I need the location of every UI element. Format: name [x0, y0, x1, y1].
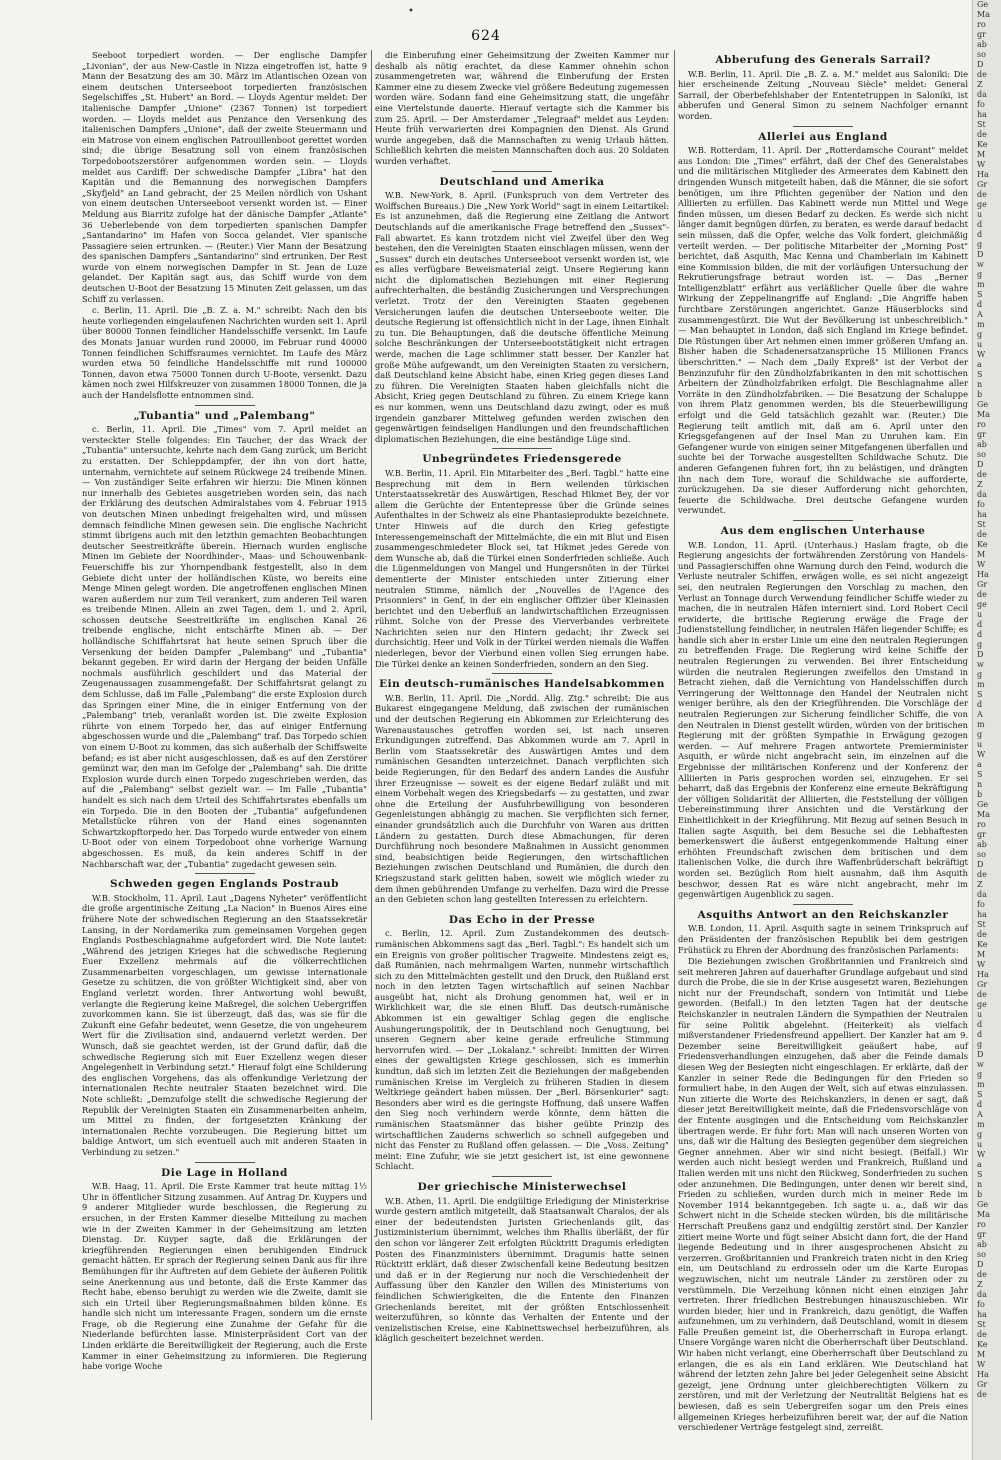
adjacent-page-fragment: St: [977, 520, 986, 529]
adjacent-page-fragment: St: [977, 920, 986, 929]
adjacent-page-fragment: da: [977, 890, 987, 899]
adjacent-page-fragment: ab: [977, 1240, 987, 1249]
adjacent-page-fragment: g: [977, 240, 983, 249]
adjacent-page-fragment: so: [977, 850, 986, 859]
article-paragraph: c. Berlin, 11. April. Die „Times" vom 7. April meldet an versteckter Stelle folgendes: Ein Taucher, der das Wrack der „Tubantia" untersuchte, kehrte nach dem Gang zurück, um Bericht zu erstatten. Der Schleppdampfer, der ihn von dort hatte, unternahm, vernichtete auf seinem Rückwege 24 treibende Minen. — Von zuständiger Seite erfahren wir hierzu: Die Minen können nur innerhalb des Gebietes ausgetrieben worden sein, das nach der Erklärung des deutschen Admiralstabes vom 4. Februar 1915 von deutschen Minen unbedingt freigehalten wird, und müssen demnach feindliche Minen gewesen sein. Die englische Nachricht stimmt übrigens auch mit den letzthin gemachten Beobachtungen deutscher Seestreitkräfte überein. Hiernach wurden englische Minen im Gebiete der Noordhinder-, Maas- und Schouwenbank-Feuerschiffe bis zur Yhornpendbank festgestellt, also in dem Gebiete dicht unter der holländischen Küste, wo bereits eine Menge Minen gelegt worden. Die angetroffenen englischen Minen waren außerdem nur zum Teil verankert, zum anderen Teil waren es treibende Minen. Allein an zwei Tagen, dem 1. und 2. April, schossen deutsche Seestreitkräfte im englischen Kanal 26 treibende englische, nicht entschärfte Minen ab. — Der holländische Schiffahrtsrat hat heute seinen Spruch über die Versenkung der beiden Dampfer „Palembang" und „Tubantia" bekannt gegeben. Er wird darin der Hergang der beiden Unfälle nochmals ausführlich geschildert und das Material der Zeugenaussagen zusammengefaßt. Der Schiffahrtsrat gelangt zu dem Schlusse, daß im Falle „Palembang" die erste Explosion durch das Springen einer Mine, die in einiger Entfernung von der „Palembang" trieb, veranlaßt worden ist. Die zweite Explosion rührte von einem Torpedo her, das auf einiger Entfernung abgeschossen wurde und die „Palembang" traf. Das Torpedo schien von einem U-Boot zu kommen, das sich außerhalb der Schiffsweite befand; es ist aber nicht ausgeschlossen, daß es auf den Zerstörer gemünzt war, den man im Gefolge der „Palembang" sah. Die dritte Explosion wurde durch einen Torpedo zugeschrieben werden, das auf die „Palembang" selbst gezielt war. — Im Falle „Tubantia" handelt es sich nach dem Urteil des Schiffahrtsrates ebenfalls um ein Torpedo. Die in den Booten der „Tubantia" aufgefundenen Metallstücke rühren von der Hand eines sogenannten Schwartzkopftorpedo her. Das Torpedo wurde entweder von einem U-Boot oder von einem Torpedoboot ohne vorherige Warnung abgeschossen. Es muß, da kein anderes Schiff in der Nachbarschaft war, der „Tubantia" zugedacht gewesen sein.: [82, 424, 367, 869]
adjacent-page-fragment: S: [977, 1170, 983, 1179]
headline-schweden: Schweden gegen Englands Postraub: [110, 878, 339, 891]
adjacent-page-fragment: D: [977, 860, 984, 869]
adjacent-page-fragment: Z: [977, 1280, 983, 1289]
adjacent-page-fragment: D: [977, 650, 984, 659]
headline-unterhaus: Aus dem englischen Unterhause: [720, 524, 926, 537]
adjacent-page-fragment: S: [977, 690, 983, 699]
adjacent-page-fragment: ge: [977, 600, 987, 609]
adjacent-page-fragment: de: [977, 930, 987, 939]
adjacent-page-fragment: S: [977, 290, 983, 299]
adjacent-page-fragment: a: [977, 360, 982, 369]
adjacent-page-fragment: g: [977, 1070, 983, 1079]
adjacent-page-fragment: Ge: [977, 800, 989, 809]
adjacent-page-fragment: ro: [977, 820, 986, 829]
adjacent-page-fragment: de: [977, 990, 987, 999]
adjacent-page-fragment: w: [977, 260, 984, 269]
adjacent-page-fragment: w: [977, 660, 984, 669]
adjacent-page-fragment: W: [977, 160, 986, 169]
adjacent-page-fragment: da: [977, 1290, 987, 1299]
adjacent-page-fragment: ha: [977, 1310, 987, 1319]
headline-asquith: Asquiths Antwort an den Reichskanzler: [697, 908, 949, 921]
adjacent-page-fragment: Ha: [977, 1370, 989, 1379]
adjacent-page-fragment: S: [977, 1090, 983, 1099]
adjacent-page-fragment: de: [977, 190, 987, 199]
adjacent-page-fragment: Ha: [977, 570, 989, 579]
adjacent-page-fragment: W: [977, 1360, 986, 1369]
adjacent-page-fragment: d: [977, 700, 983, 709]
adjacent-page-fragment: Gr: [977, 1380, 988, 1389]
adjacent-page-fragment: S: [977, 770, 983, 779]
adjacent-page-fragment: Ge: [977, 400, 989, 409]
article-paragraph: c. Berlin, 11. April. Die „B. Z. a. M." schreibt: Nach den bis heute vorliegenden eingelaufenen Nachrichten wurden seit 1. April über 80000 Tonnen feindlicher Handelsschiffe versenkt. Im Laufe des Monats Januar wurden rund 20000, im Februar rund 40000 Tonnen feindlichen Schiffsraumes vernichtet. Im Laufe des März wurden etwa 50 feindliche Handelsschiffe mit rund 100000 Tonnen, davon etwa 75000 Tonnen durch U-Boote, versenkt. Dazu kämen noch zwei Hilfskreuzer von zusammen 18000 Tonnen, die ja auch der Handelsflotte entnommen sind.: [82, 305, 367, 400]
article-separator: [793, 904, 853, 905]
adjacent-page-fragment: de: [977, 590, 987, 599]
adjacent-page-fragment: ge: [977, 1000, 987, 1009]
adjacent-page-fragment: ro: [977, 1220, 986, 1229]
article-paragraph: die Einberufung einer Geheimsitzung der Zweiten Kammer nur deshalb als nötig erachtet, da diese Kammer ohnehin schon zusammengetreten war, während die Einberufung der Ersten Kammer eine zu diesem Zwecke viel größere Bedeutung zugemessen worden wäre. Sodann fand eine Geheimsitzung statt, die ungefähr eine Viertelstunde dauerte. Hierauf vertagte sich die Kammer bis zum 25. April. — Der Amsterdamer „Telegraaf" meldet aus Leyden: Heute früh verwarierten drei Kompagnien den Dienst. Als Grund wurde angegeben, daß die Mannschaften zu wenig Urlaub hätten. Schließlich kehrten die meisten Mannschaften doch aus. 20 Soldaten wurden verhaftet.: [375, 50, 669, 166]
adjacent-page-fragment: da: [977, 90, 987, 99]
adjacent-page-fragment: gr: [977, 430, 986, 439]
adjacent-page-fragment: M: [977, 150, 986, 159]
article-separator: [793, 126, 853, 127]
adjacent-page-fragment: Ma: [977, 10, 990, 19]
adjacent-page-fragment: de: [977, 470, 987, 479]
adjacent-page-fragment: Ke: [977, 140, 988, 149]
headline-handelsabkommen: Ein deutsch-rumänisches Handelsabkommen: [379, 678, 665, 691]
adjacent-page-fragment: so: [977, 50, 986, 59]
adjacent-page-fragment: u: [977, 340, 983, 349]
adjacent-page-fragment: ab: [977, 440, 987, 449]
column-2: [375, 50, 669, 1420]
adjacent-page-fragment: Ha: [977, 170, 989, 179]
adjacent-page-fragment: gr: [977, 1230, 986, 1239]
adjacent-page-fragment: Ha: [977, 970, 989, 979]
headline-griechisch: Der griechische Ministerwechsel: [417, 1180, 627, 1193]
adjacent-page-fragment: Ma: [977, 810, 990, 819]
adjacent-page-fragment: W: [977, 350, 986, 359]
adjacent-page-fragment: Ge: [977, 0, 989, 9]
headline-sarrail: Abberufung des Generals Sarrail?: [715, 54, 931, 66]
adjacent-page-fragment: D: [977, 1260, 984, 1269]
article-separator: [492, 171, 552, 172]
page-top-mark: •: [408, 6, 414, 17]
adjacent-page-fragment: de: [977, 870, 987, 879]
adjacent-page-fragment: St: [977, 120, 986, 129]
article-separator: [492, 909, 552, 910]
adjacent-page-fragment: S: [977, 370, 983, 379]
adjacent-page-fragment: m: [977, 1080, 985, 1089]
adjacent-page-fragment: m: [977, 320, 985, 329]
article-separator: [195, 873, 255, 874]
adjacent-page-fragment: g: [977, 1130, 983, 1139]
article-paragraph: Die Beziehungen zwischen Großbritannien und Frankreich sind seit mehreren Jahren auf dauerhafter Grundlage aufgebaut und sind durch die Probe, die sie in der Krise ausgesetzt waren, Beziehungen nicht nur der Freundschaft, sondern von Intimität und Liebe geworden. (Beifall.) In den letzten Tagen hat der deutsche Reichskanzler in neutralen Ländern die Sympathien der Neutralen für seine Politik abgelehnt. (Heiterkeit) als vielfach mißverstandener Friedensfreund appelliert. Der Kanzler hat am 9. Dezember seine Bereitwilligkeit geäußert habe, auf Friedensverhandlungen einzugehen, daß aber die Feinde damals diesen Weg der Besiegten nicht eingeschlagen. Er erklärte, daß der Kanzler in seiner Rede die Bedingungen für den Frieden so formuliert habe, in den Augen der Welt, sich auf etwas einzulassen. Nun zitierte die Worte des Reichskanzlers, in denen er sagt, daß dieser jetzt Bereitwilligkeit meinte, daß die Friedensvorschläge von der Entente ausgingen und die Entscheidung vom Reichskanzler übertragen werde. Er fuhr fort: Man will nach unseren Worten von uns, daß wir die Haltung des Besiegten gegenüber dem siegreichen Gegner annehmen. Aber wir sind nicht besiegt. (Beifall.) Wir werden auch nicht besiegt werden und Frankreich, Rußland und Italien werden mit uns nicht den Rückweg, Sonderfrieden zu suchen oder anzunehmen. Die Bedingungen, unter denen wir bereit sind, Frieden zu schließen, wurden durch mich in meiner Rede im November 1914 bekanntgegeben. Ich sagte u. a., daß wir das Schwert nicht in die Scheide stecken würden, bis die militärische Herrschaft Preußens ganz und endgültig zerstört sind. Der Kanzler zitiert meine Worte und fügt seiner Absicht dann fort, die der Hand liegende Bedeutung und in ihrer ausgesprochenen Absicht zu verzerren. Großbritannien und Frankreich traten nicht in den Krieg ein, um Deutschland zu erdrosseln oder um die Karte Europas wegzuwischen, nicht um neutrale Länder zu zerstören oder zu verstümmeln. Die Verzeihung können nicht einen einzigen Jahr vertreten. Ihrer friedlichen Bestrebungen hinauszuschieben. Wir wurden bieder, hier und in Frankreich, dazu genötigt, die Waffen aufzunehmen, um zu verhindern, daß Deutschland, womit in diesem Falle Preußen gemeint ist, die Oberherrschaft in Europa erlangt. Unsere Vorgänge waren nicht die Oberherrschaft über Deutschland. Wir haben nicht verlangt, eine Oberherrschaft über Deutschland zu erlangen, die es als ein Land erklären. Wie Deutschland hat während der letzten zehn Jahre bei jeder Gelegenheit seine Absicht gezeigt, jene Ordnung unter gleichberechtigten Völkern zu zerstören, und mit der Verletzung der Neutralität Belgiens hat es bewiesen, daß es sein Uebergreifen sogar um den Preis eines allgemeinen Krieges herbeizuführen bereit war, der auf die Nation verschiedener Verträge festgelegt sind, zerreißt.: [678, 956, 968, 1433]
adjacent-page-fragment: u: [977, 1140, 983, 1149]
adjacent-page-fragment: de: [977, 1390, 987, 1399]
adjacent-page-fragment: u: [977, 1010, 983, 1019]
article-paragraph: W.B. London, 11. April. (Unterhaus.) Haslam fragte, ob die Regierung angesichts der fortwährenden Zerstörung von Handels- und Passagierschiffen ohne Warnung durch den Feind, wodurch die Verluste neutraler Schiffen, erwägen wolle, es sei nicht angezeigt sei, den neutralen Regierungen den Vorschlag zu machen, den Verlust an Tonnage durch Verwendung feindlicher Schiffe wieder zu machen, die in neutralen Häfen interniert sind. Lord Robert Cecil erwiderte, die britische Regierung erwäge die Frage der Judienststellung feindlicher, in neutralen Häfen liegender Schiffe; es handle sich aber in erster Linie um eine den neutralen Regierungen zu betreffenden Frage. Die Regierung wird keine Schiffe der neutralen Regierungen zu verwenden. Bei ihrer Entscheidung würden die neutralen Regierungen zweifellos den Umstand in Betracht ziehen, daß die Vernichtung von Handelsschiffen durch Verringerung der Welttonnage den Handel der Neutralen nicht weniger berühre, als den der Kriegführenden. Die Vorschläge der neutralen Regierungen zur Sicherung feindlicher Schiffe, die von den Neutralen in Dienst gestellt würden, würden von der britischen Regierung mit der größten Sympathie in Erwägung gezogen werden. — Auf mehrere Fragen antwortete Premierminister Asquith, er würde nicht angebracht sein, im einzelnen auf die Ergebnisse der militärischen Konferenz und der Konferenz der Alliierten in Paris gesprochen worden sei, einzugehen. Er sei beharrt, daß das Ergebnis der Konferenz eine erneute Bekräftigung der völligen Solidarität der Alliierten, die Feststellung der völligen Uebereinstimmung ihrer Ansichten und die Verstärkung der Einheitlichkeit in der Kriegführung. Mit Bezug auf seinen Besuch in Italien sagte Asquith, bei dem Besuche sei die Lebhaftesten bemerkenswert die äußerst entgegenkommende Haltung einer erhöhten Freundschaft zwischen dem britischen und dem italienischen Volke, die durch ihre Waffenbrüderschaft bekräftigt worden sei. Bezüglich Rom hielt ausnahm, daß ihm Asquith beschwor, dessen Rat es wäre nicht angebracht, mehr im gegenwärtigen Augenblick zu sagen.: [678, 539, 968, 900]
adjacent-page-fragment: d: [977, 230, 983, 239]
adjacent-page-fragment: D: [977, 1050, 984, 1059]
adjacent-page-fragment: b: [977, 390, 983, 399]
adjacent-page-fragment: M: [977, 950, 986, 959]
article-separator: [492, 673, 552, 674]
adjacent-page-fragment: Z: [977, 480, 983, 489]
adjacent-page-fragment: g: [977, 330, 983, 339]
adjacent-page-fragment: Gr: [977, 180, 988, 189]
article-separator: [793, 520, 853, 521]
adjacent-page-fragment: de: [977, 1330, 987, 1339]
adjacent-page-fragment: u: [977, 210, 983, 219]
adjacent-page-fragment: ab: [977, 840, 987, 849]
adjacent-page-fragment: u: [977, 610, 983, 619]
adjacent-page-fragment: M: [977, 550, 986, 559]
adjacent-page-fragment: m: [977, 1120, 985, 1129]
adjacent-page-fragment: a: [977, 1160, 982, 1169]
adjacent-page-fragment: fo: [977, 100, 985, 109]
adjacent-page-fragment: u: [977, 740, 983, 749]
headline-tubantia: „Tubantia" und „Palembang": [133, 409, 316, 422]
adjacent-page-fragment: M: [977, 1350, 986, 1359]
adjacent-page-fragment: A: [977, 710, 983, 719]
adjacent-page-fragment: de: [977, 70, 987, 79]
adjacent-page-fragment: g: [977, 670, 983, 679]
adjacent-page-fragment: b: [977, 790, 983, 799]
column-3: [678, 50, 968, 1433]
adjacent-page-fragment: Ma: [977, 1210, 990, 1219]
article-separator: [195, 1162, 255, 1163]
adjacent-page-fragment: ha: [977, 510, 987, 519]
adjacent-page-fragment: Gr: [977, 580, 988, 589]
adjacent-page-fragment: D: [977, 250, 984, 259]
adjacent-page-fragment: g: [977, 730, 983, 739]
adjacent-page-fragment: g: [977, 270, 983, 279]
article-paragraph: W.B. Stockholm, 11. April. Laut „Dagens Nyheter" veröffentlicht die große argentinische Zeitung „La Nacion" in Buenos Aires eine frühere Note der schwedischen Regierung an den Staatssekretär Lansing, in der Nordamerika zum gemeinsamen Vorgehen gegen Englands Postbeschlagnahme aufgefordert wird. Die Note lautet: „Während des jetzigen Krieges hat die schwedische Regierung Euer Exzellenz mehrmals auf die völkerrechtlichen Zusammenarbeiten vorgeschlagen, um gewisse internationale Gesetze zu schützen, die von größter Wichtigkeit sind, aber von England verletzt worden. Ihrer Antwortung wohl bewußt, verlangte die Regierung keine Maßregel, die solchen Uebergriffen zuvorkommen kann. Sie ist überzeugt, daß das, was sie für die Zukunft eine Gefahr bedeutet, wenn Gesetze, die von ungeheurem Wert für die Zivilisation sind, andauernd verletzt werden. Der Wunsch, daß sie geachtet werden, ist der Grund dafür, daß die schwedische Regierung sich mit Euer Exzellenz wegen dieser Angelegenheit in Verbindung setzt." Hierauf folgt eine Schilderung des englischen Vorgehens, das als offenkundige Verletzung der internationalen Rechte neutraler Staaten bezeichnet wird. Die Note schließt: „Demzufolge stellt die schwedische Regierung der Republik der Vereinigten Staaten ein Zusammenarbeiten anheim, um Mittel zu finden, der fortgesetzten Kränkung der internationalen Rechte vorzubeugen. Die Regierung bittet um baldige Antwort, um sich eventuell auch mit anderen Staaten in Verbindung zu setzen.": [82, 892, 367, 1157]
adjacent-page-fragment: d: [977, 620, 983, 629]
headline-frieden: Unbegründetes Friedensgerede: [422, 453, 622, 466]
adjacent-page-fragment: m: [977, 680, 985, 689]
adjacent-page-fragment: n: [977, 380, 983, 389]
article-separator: [195, 405, 255, 406]
adjacent-page-fragment: St: [977, 1320, 986, 1329]
headline-echo: Das Echo in der Presse: [448, 913, 596, 926]
adjacent-page-fragment: A: [977, 1110, 983, 1119]
adjacent-page-fragment: gr: [977, 30, 986, 39]
adjacent-page-fragment: W: [977, 1150, 986, 1159]
adjacent-page-fragment: Ma: [977, 410, 990, 419]
adjacent-page-fragment: Gr: [977, 980, 988, 989]
article-paragraph: Seeboot torpediert worden. — Der englische Dampfer „Livonian", der aus New-Castle in Nizza eingetroffen ist, hatte 9 Mann der Besatzung des am 30. März im Atlantischen Ozean von einem deutschen Unterseeboot torpedierten französischen Segelschiffes „St. Hubert" an Bord. — Lloyds Agentur meldet: Der italienische Dampfer „Unione" (2367 Tonnen) ist torpediert worden. — Lloyds meldet aus Penzance den Versenkung des italienischen Dampfers „Unione", daß der zweite Steuermann und ein Matrose von einem englischen Patrouillenboot gerettet worden sind; die übrige Besatzung soll von einem französischen Torpedobootszerstörer aufgenommen worden sein. — Lloyds meldet aus Cardiff: Der schwedische Dampfer „Libra" hat den Kapitän und die Bemannung des norwegischen Dampfers „Skyfjeld" an Land gebracht, der 25 Meilen nördlich von Ushant von einem deutschen Unterseeboot versenkt worden ist. — Einer Meldung aus Biarritz zufolge hat der dänische Dampfer „Atlante" 36 Ueberlebende von dem torpedierten spanischen Dampfer „Santandarino" im Hafen von Socca gelandet. Vier spanische Passagiere seien ertrunken. — (Reuter.) Vier Mann der Besatzung des spanischen Dampfers „Santandarino" sind ertrunken. Der Rest wurde von einem norwegischen Dampfer in St. Jean de Luze gelandet. Der Kapitän sagt aus, das Schiff wurde von dem deutschen U-Boot der Besatzung 15 Minuten Zeit gelassen, um das Schiff zu verlassen.: [82, 50, 367, 304]
adjacent-page-fragment: g: [977, 640, 983, 649]
adjacent-page-fragment: ha: [977, 110, 987, 119]
column-rule-left: [371, 50, 372, 1420]
adjacent-page-fragment: so: [977, 1250, 986, 1259]
adjacent-page-fragment: W: [977, 560, 986, 569]
adjacent-page-fragment: d: [977, 630, 983, 639]
adjacent-page-fragment: A: [977, 310, 983, 319]
adjacent-page-strip: [972, 0, 1001, 1460]
adjacent-page-fragment: W: [977, 750, 986, 759]
article-paragraph: W.B. New-York, 8. April. (Funkspruch von dem Vertreter des Wolffschen Bureaus.) Die „New York World" sagt in einem Leitartikel: Es ist anzunehmen, daß die Regierung eine Zeitlang die Antwort Deutschlands auf die amerikanische Frage betreffend den „Sussex"-Fall abwartet. Es kann trotzdem nicht viel Zweifel über den Weg bestehen, den die Vereinigten Staaten einschlagen müssen, wenn der „Sussex" durch ein deutsches Unterseeboot versenkt worden ist, wie es alles verfügbare Beweismaterial zeigt. Unsere Regierung kann nicht die diplomatischen Beziehungen mit einer Regierung aufrechterhalten, die beständig Zusicherungen und Versprechungen verletzt. Trotz der den Vereinigten Staaten gegebenen Versicherungen laufen die deutschen Unterseeboote weiter. Die deutsche Regierung ist offensichtlich nicht in der Lage, ihnen Einhalt zu tun. Die Behauptungen, daß die deutsche öffentliche Meinung solche Beschränkungen der Unterseebootstätigkeit nicht ertragen werde, machen die Lage schlimmer statt besser. Der Kanzler hat große Mühe aufgewandt, um den Vereinigten Staaten zu versichern, daß Deutschland keine Absicht habe, einen Krieg gegen dieses Land zu führen. Die Vereinigten Staaten haben gleichfalls nicht die Absicht, Krieg gegen Deutschland zu führen. Zu einem Kriege kann es nur kommen, wenn uns Deutschland dazu zwingt, oder es muß irgendein ganzbarer Mittelweg gefunden werden zwischen den gegenwärtigen feindseligen Handlungen und den freundschaftlichen diplomatischen Beziehungen, die eine beständige Lüge sind.: [375, 190, 669, 444]
adjacent-page-fragment: ab: [977, 40, 987, 49]
article-paragraph: W.B. Berlin, 11. April. Ein Mitarbeiter des „Berl. Tagbl." hatte eine Besprechung mit dem in Bern weilenden türkischen Unterstaatssekretär des Auswärtigen, Reschad Hikmet Bey, der vor allem die Gerüchte der Ententepresse über die Gründe seines Aufenthaltes in der Schweiz als eine Phantasieprodukte bezeichnete. Unter Hinweis auf die durch den Krieg gefestigte Interessengemeinschaft der Mittelmächte, die ein mit Blut und Eisen zusammengeschmiedeter Block sei, tat Hikmet jedes Gerede von dem Wunsche ab, daß die Türkei einen Sonderfrieden schließe. Auch die Lügenmeldungen von Mangel und Hungersnöten in der Türkei dementierte der Minister entschieden unter Zitierung einer neutralen Stimme, nämlich der „Nouvelles de l'Agence des Prisonniers" in Genf, in der ein englischer Offizier über Kleinasien berichtet und den Ueberfluß an landwirtschaftlichen Erzeugnissen rühmt. Solche von der Presse des Vierverbandes verbreitete Nachrichten seien nur den Hintern gedacht; ihr Zweck sei durchsichtig. Heer und Volk in der Türkei werden niemals die Waffen niederlegen, bevor der Vierbund einen vollen Sieg errungen habe. Die Türkei denke an keinen Sonderfrieden, sondern an den Sieg.: [375, 467, 669, 669]
adjacent-page-fragment: m: [977, 280, 985, 289]
adjacent-page-fragment: g: [977, 1040, 983, 1049]
page-number: 624: [471, 28, 501, 44]
adjacent-page-fragment: ha: [977, 910, 987, 919]
adjacent-page-fragment: n: [977, 780, 983, 789]
adjacent-page-fragment: gr: [977, 830, 986, 839]
adjacent-page-fragment: Ke: [977, 940, 988, 949]
article-paragraph: W.B. Berlin, 11. April. Die „B. Z. a. M." meldet aus Saloniki: Die hier erscheinende Zeitung „Nouveau Siècle" meldet: General Sarrail, der Oberbefehlshaber der Ententetruppen in Saloniki, ist abberufen und General Simon zu seinem Nachfolger ernannt worden.: [678, 68, 968, 121]
column-1: [82, 50, 367, 1420]
column-rule-right: [674, 50, 675, 1420]
adjacent-page-fragment: d: [977, 1100, 983, 1109]
headline-holland: Die Lage in Holland: [161, 1166, 288, 1179]
adjacent-page-fragment: a: [977, 760, 982, 769]
adjacent-page-fragment: de: [977, 1270, 987, 1279]
article-paragraph: W.B. Haag, 11. April. Die Erste Kammer trat heute mittag 1½ Uhr in öffentlicher Sitzung zusammen. Auf Antrag Dr. Kuypers und 9 anderer Mitglieder wurde beschlossen, die Regierung zu ersuchen, in der Ersten Kammer dieselbe Mitteilung zu machen wie in der Zweiten Kammer in der Geheimsitzung am letzten Dienstag. Dr. Kuyper sagte, daß die Erklärungen der kriegführenden Regierungen einen beruhigenden Eindruck gemacht hätten. Er sprach der Regierung seinen Dank aus für ihre Bemühungen für ihr Auftreten auf dem Gebiete der äußeren Politik seine Anerkennung aus und betonte, daß die Erste Kammer das Recht habe, ebenso beruhigt zu werden wie die Zweite, damit sie sich ein Urteil über Regierungsmaßnahmen bilden könne. Es handle sich nicht um interessante Fragen, sondern um die ernste Frage, ob die Regierung eine Zunahme der Gefahr für die Niederlande befürchten lasse. Ministerpräsident Cort van der Linden erklärte die Bereitwilligkeit der Regierung, auch die Erste Kammer in einer Geheimsitzung zu informieren. Die Regierung habe vorige Woche: [82, 1181, 367, 1372]
adjacent-page-fragment: Z: [977, 880, 983, 889]
adjacent-page-fragment: b: [977, 1190, 983, 1199]
adjacent-page-fragment: m: [977, 720, 985, 729]
article-paragraph: W.B. Athen, 11. April. Die endgültige Erledigung der Ministerkrise wurde gestern amtlich mitgeteilt, daß Staatsanwalt Charalos, der als einer der bedeutendsten Juristen Griechenlands gilt, das Justizministerium übernimmt, welches ihm Rhallis überläßt, der für den schon vor längerer Zeit erfolgten Rücktritt Dragumis erledigten Posten des Finanzministers übernimmt. Dragumis hatte seinen Rücktritt erklärt, daß dieser Zwischenfall keine Bedeutung besitzen und daß er in der Regierung nur noch die Verschiedenheit der Auffassung über den Kanzler den Willen des Ministeriums von feindlichen Schwierigkeiten, die die Entente den Finanzen Griechenlands bereitet, mit der größten Entschlossenheit weiterzuführen, so könnte das Verhalten der Entente und der venizelistischen Kreise, eine Kabinettswechsel herbeizuführen, als kläglich gescheitert bezeichnet werden.: [375, 1195, 669, 1344]
adjacent-page-fragment: d: [977, 220, 983, 229]
adjacent-page-fragment: fo: [977, 500, 985, 509]
adjacent-page-fragment: d: [977, 1030, 983, 1039]
article-separator: [492, 1176, 552, 1177]
article-paragraph: W.B. London, 11. April. Asquith sagte in seinem Trinkspruch auf den Präsidenten der französischen Republik bei dem gestrigen Frühstück zu Ehren der Abordnung des französischen Parlaments:: [678, 923, 968, 955]
adjacent-page-fragment: D: [977, 60, 984, 69]
article-paragraph: W.B. Rotterdam, 11. April. Der „Rotterdamsche Courant" meldet aus London: Die „Times" erfährt, daß der Chef des Generalstabes und die militärischen Mitglieder des Armeerates dem Kabinett den dringenden Wunsch mitgeteilt haben, daß die Männer, die sie sofort benötigen, um ihre Pflichten gegenüber der Nation und den Alliierten zu erfüllen. Das Kabinett werde nun Mittel und Wege finden müssen, um diesen Bedarf zu decken. Es werde sich nicht länger damit begnügen dürfen, zu beraten, es werde darauf bedacht sein müssen, daß die Opfer, welche das Volk fordert, gleichmäßig verteilt werden. — Der politische Mitarbeiter der „Morning Post" berichtet, daß Asquith, Mac Kenna und Chamberlain im Kabinett eine Kommission bilden, die mit der vorläufigen Untersuchung der Rekrutierungsfrage betraut worden ist. — Das „Berner Intelligenzblatt" erfährt aus verläßlicher Quelle über die wahre Wirkung der Zeppelinangriffe auf England: „Die Angriffe haben furchtbare Zerstörungen angerichtet. Ganze Häuserblocks sind zusammengestürzt. Die Wut der Bevölkerung ist unbeschreiblich." — Man behauptet in London, daß sich England im Kriege befindet. Die Rüstungen über Art nehmen einen immer größeren Umfang an. Bisher haben die Schadenersatzansprüche 15 Millionen Francs überschritten." — Nach dem „Daily Expreß" ist der Verbot der Benzinzufuhr für den Zündholzfabrikanten in den mit schottischen Arbeitern der Zündholzfabriken erfolgt. Die Beschlagnahme aller Vorräte in den Zündholzfabriken. — Die Besatzung der Schaluppe von ihrem Platz genommen werden, bis die Steuerbewilligung erfolgt und die Geld tatsächlich gezahlt war. (Reuter.) Die Regierung teilt amtlich mit, daß am 6. April unter den Kriegsgefangenen auf der Insel Man zu Unruhen kam. Ein Gefangener wurde von einigen seiner Mitgefangenen überfallen und suchte bei der Torwache ausgestellten Schildwache Schutz. Die anderen Gefangenen fuhren fort, ihn zu belästigen, und drängten ihn nach dem Tore, worauf die Schildwache sie aufforderte, zurückzugehen. Da sie dieser Aufforderung nicht gehorchten, feuerte die Schildwache. Drei deutsche Gefangene wurden verwundet.: [678, 145, 968, 516]
adjacent-page-fragment: Ke: [977, 1340, 988, 1349]
adjacent-page-fragment: da: [977, 490, 987, 499]
adjacent-page-fragment: Ge: [977, 1200, 989, 1209]
adjacent-page-fragment: n: [977, 1180, 983, 1189]
adjacent-page-fragment: fo: [977, 900, 985, 909]
adjacent-page-fragment: ge: [977, 200, 987, 209]
adjacent-page-fragment: de: [977, 530, 987, 539]
article-separator: [492, 448, 552, 449]
adjacent-page-fragment: fo: [977, 1300, 985, 1309]
adjacent-page-fragment: d: [977, 1020, 983, 1029]
adjacent-page-fragment: w: [977, 1060, 984, 1069]
adjacent-page-fragment: so: [977, 450, 986, 459]
headline-england: Allerlei aus England: [758, 130, 888, 143]
adjacent-page-fragment: D: [977, 460, 984, 469]
adjacent-page-fragment: Z: [977, 80, 983, 89]
adjacent-page-fragment: de: [977, 130, 987, 139]
adjacent-page-fragment: Ke: [977, 540, 988, 549]
article-paragraph: W.B. Berlin, 11. April. Die „Nordd. Allg. Ztg." schreibt: Die aus Bukarest eingegangene Meldung, daß zwischen der rumänischen und der deutschen Regierung ein Abkommen zur Erleichterung des Warenaustausches getroffen worden sei, ist nach unseren Erkundigungen zutreffend. Das Abkommen wurde am 7. April in Berlin vom Staatssekretär des Auswärtigen Amtes und dem rumänischen Gesandten unterzeichnet. Danach verpflichten sich beide Regierungen, für den Bedarf des andern Landes die Ausfuhr ihrer Erzeugnisse — soweit es der eigene Bedarf zuläßt und mit einem Vorbehalt wegen des Kriegsbedarfs — zu gestatten, und zwar ohne die Erteilung der Ausfuhrbewilligung von besonderen Gegenleistungen abhängig zu machen. Sie verpflichten sich ferner, einander grundsätzlich auch die Durchfuhr von Waren aus dritten Ländern zu gestatten. Durch diese Abmachungen, für deren Durchführung noch besondere Maßnahmen in Aussicht genommen sind, beabsichtigen beide Regierungen, den wirtschaftlichen Beziehungen zwischen Deutschland und Rumänien, die durch den Kriegszustand stark gelitten haben, soweit wie möglich wieder zu dem ihnen gebührenden Umfange zu verhelfen. Dazu wird die Presse an den Gebieten schon lang gestellten Interessen zu erleichtern.: [375, 692, 669, 905]
adjacent-page-fragment: ro: [977, 20, 986, 29]
headline-amerika: Deutschland und Amerika: [439, 175, 605, 188]
adjacent-page-fragment: W: [977, 960, 986, 969]
adjacent-page-fragment: d: [977, 300, 983, 309]
article-paragraph: c. Berlin, 12. April. Zum Zustandekommen des deutsch-rumänischen Abkommens sagt das „Berl. Tagbl.": Es handelt sich um ein Ereignis von großer politischer Tragweite. Mindestens zeigt es, daß Rumänien, nach mehrmaligem Warten, nunmehr wirtschaftlich sich zu den Mittelmächten gestellt und den Druck, den Rußland erst noch in den letzten Tagen wirtschaftlich auf seinen Nachbar ausgeübt hat, nicht als Drohung genommen hat, weil er in Wirklichkeit war, die sie einen Bluff. Das deutsch-rumänische Abkommen ist ein gewaltiger Schlag gegen die englische Aushungerungspolitik, der in Deutschland noch Genugtuung, bei unseren Gegnern aber keine gerade erfreuliche Stimmung hervorrufen wird. — Der „Lokalanz." schreibt: Inmitten der Wirren eines der gewaltigsten Kriege geschlossen, sich es immerhin kundtun, daß sich im letzten Zeit die Beziehungen der maßgebenden rumänischen Kreise im Vergleich zu früheren Stadien in diesem Weltkriege geändert haben müssen. Der „Berl. Börsenkurier" sagt: Besonders aber wird es die geringste Hoffnung, daß unsere Waffen den Sieg noch verhindern werde könnte, denn hätten die rumänischen Staatsmänner das bisher geübte Prinzip des wirtschaftlichen Zauderns schwerlich so schnell aufgegeben und nicht das Fenster zu Rußland offen gelassen. — Die „Voss. Zeitung" meint: Eine Zufuhr, wie sie jetzt gesichert ist, ist eine gewonnene Schlacht.: [375, 928, 669, 1172]
adjacent-page-fragment: ro: [977, 420, 986, 429]
